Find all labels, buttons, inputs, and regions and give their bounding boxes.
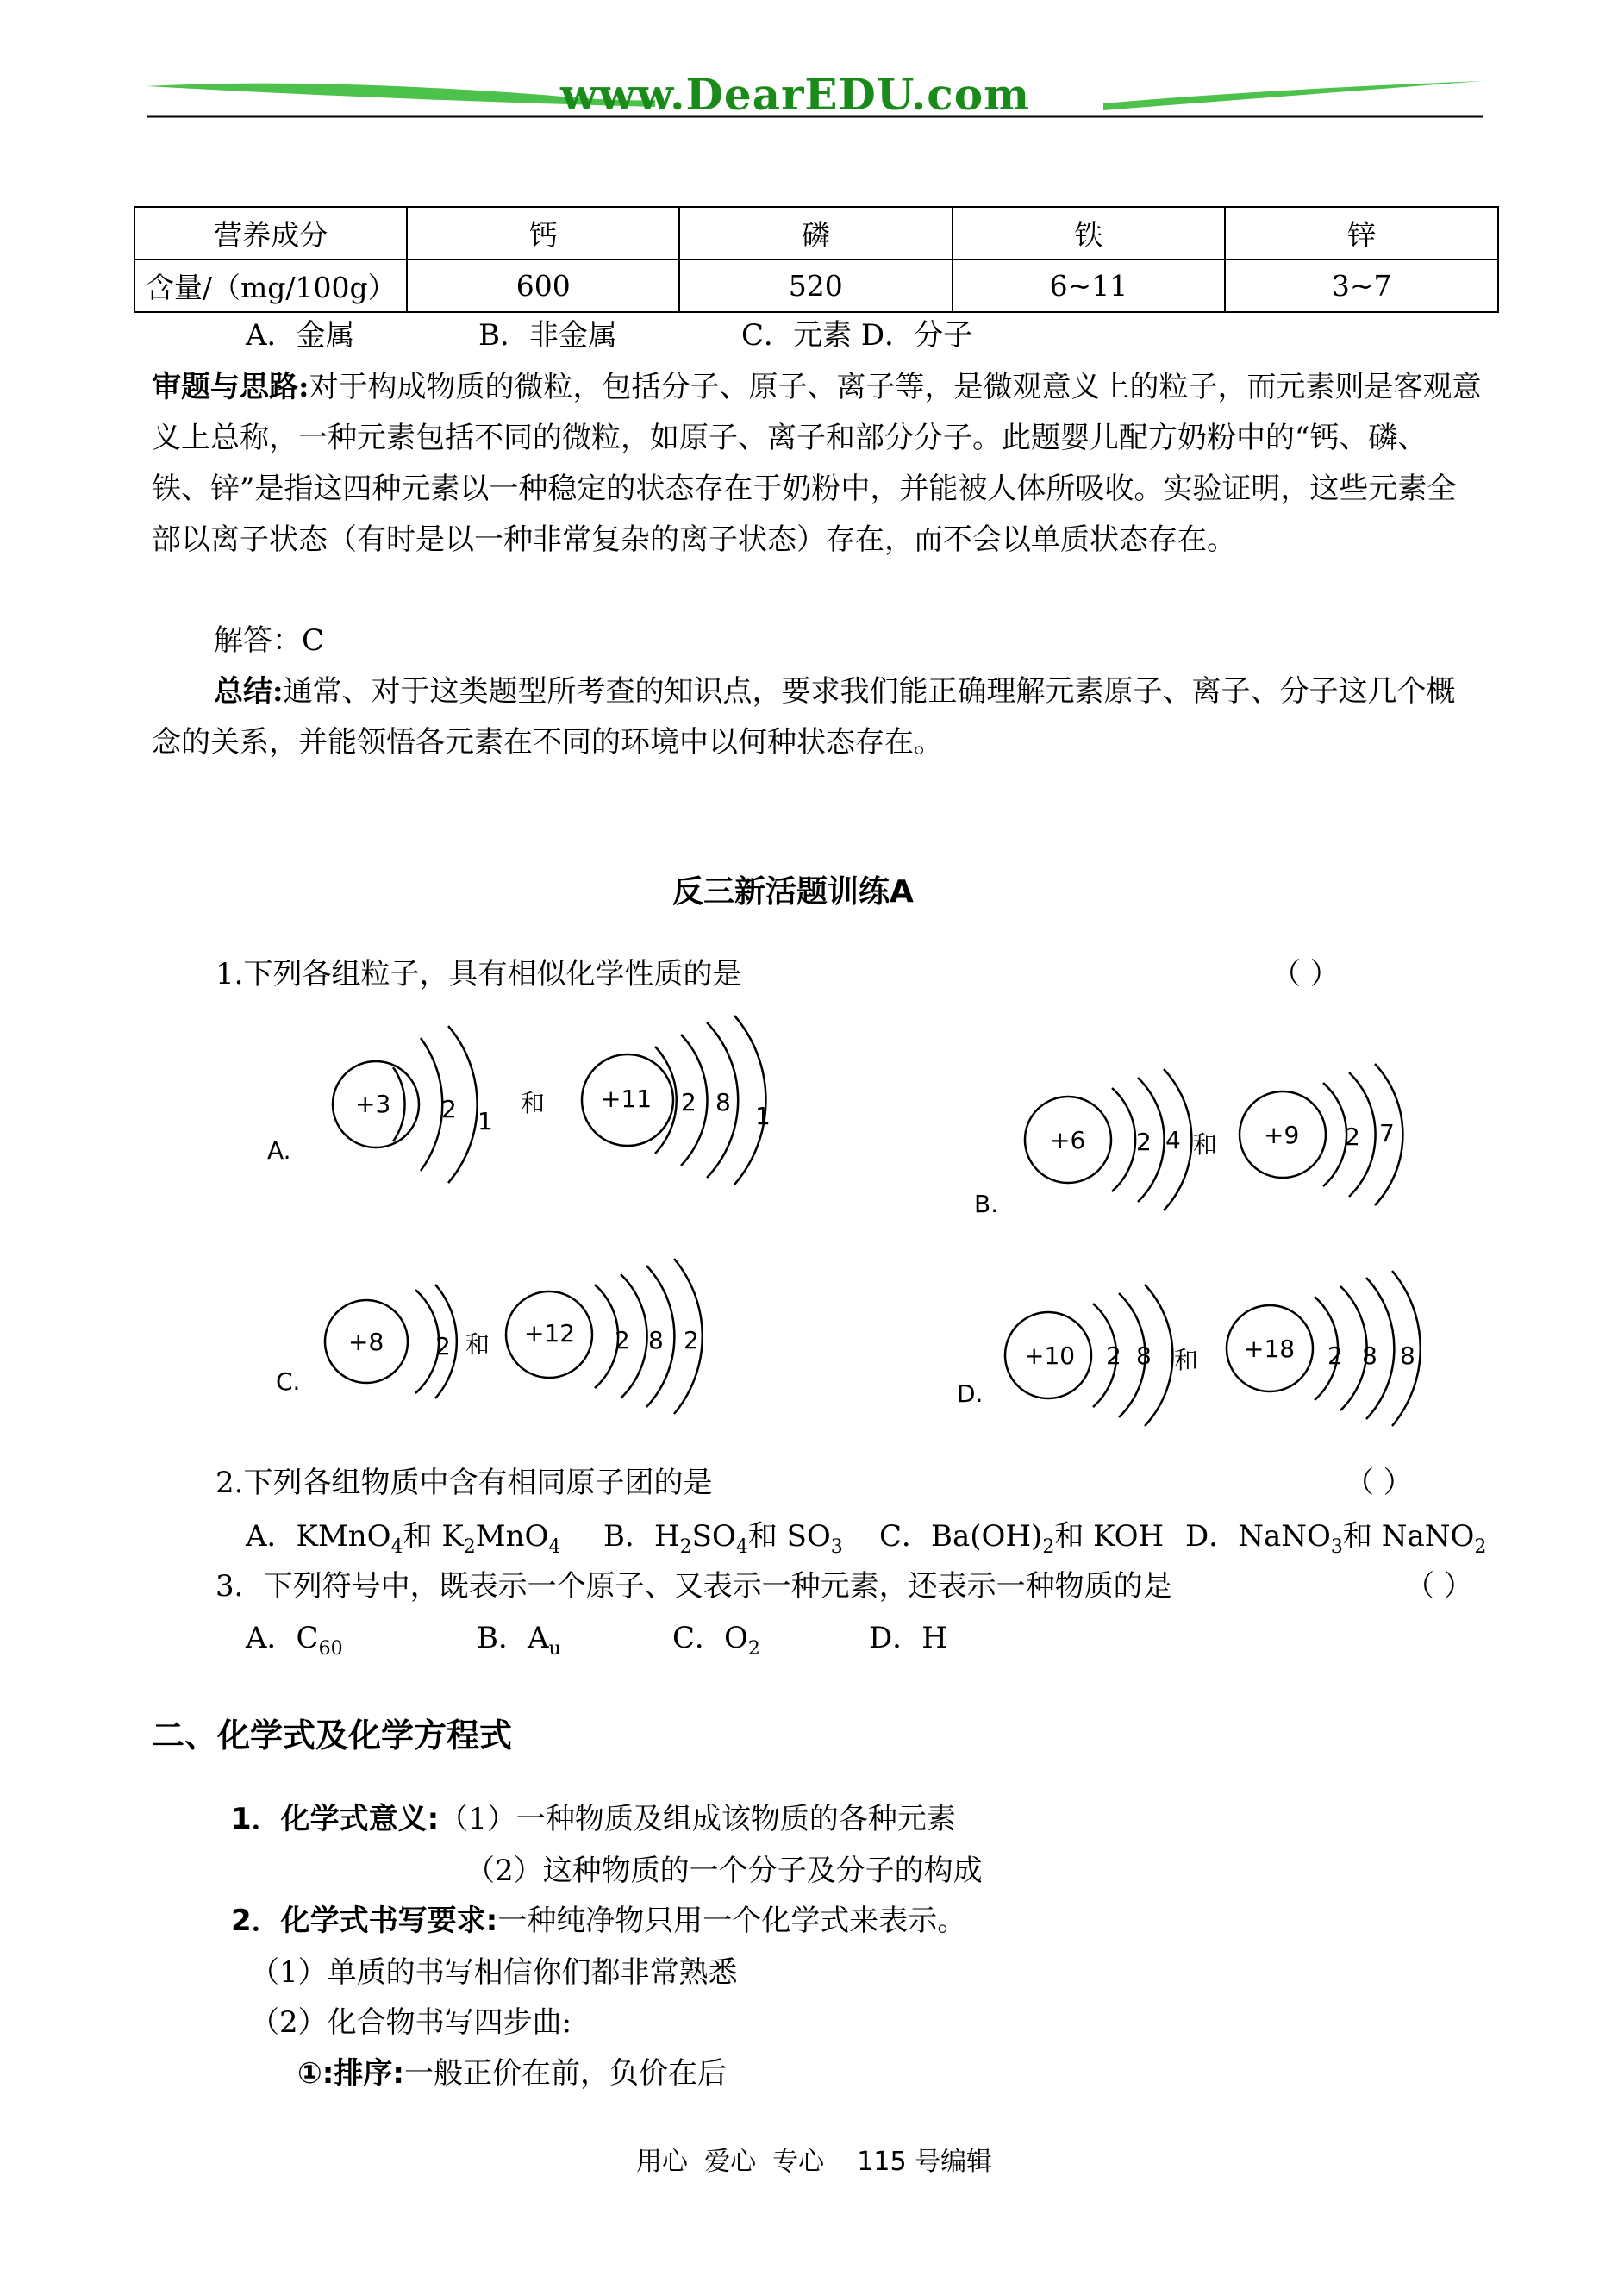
q3-option-d bbox=[869, 1621, 947, 1655]
option-b: B．非金属 bbox=[478, 318, 617, 353]
electron-shell bbox=[393, 1067, 405, 1141]
option-text: C．O bbox=[672, 1621, 748, 1655]
question-2: 2.下列各组物质中含有相同原子团的是 bbox=[215, 1466, 713, 1500]
table-cell: 锌 bbox=[1225, 207, 1498, 260]
option-text: 和 NaNO bbox=[1342, 1519, 1475, 1554]
subscript: 4 bbox=[548, 1535, 561, 1558]
q2-option-b bbox=[603, 1519, 843, 1565]
analysis-paragraph bbox=[152, 362, 1483, 566]
option-text: 和 KOH bbox=[1054, 1519, 1165, 1554]
question-3: 3．下列符号中，既表示一个原子、又表示一种元素，还表示一种物质的是 bbox=[215, 1569, 1172, 1604]
shell-electron-count: 7 bbox=[1379, 1119, 1395, 1148]
table-cell: 磷 bbox=[679, 207, 953, 260]
analysis-label: 审题与思路: bbox=[152, 370, 309, 404]
nutrition-table bbox=[134, 206, 1499, 313]
subscript: 2 bbox=[463, 1535, 476, 1558]
diagram-a-label: A. bbox=[267, 1136, 291, 1165]
diagram-c-label: C. bbox=[276, 1367, 301, 1396]
option-text: B．A bbox=[477, 1621, 549, 1655]
shell-electron-count: 8 bbox=[1362, 1341, 1377, 1370]
nucleus-charge: +6 bbox=[1050, 1126, 1086, 1154]
electron-shell bbox=[655, 1047, 677, 1154]
option-text: A．KMnO bbox=[246, 1519, 391, 1554]
subscript: 3 bbox=[830, 1535, 843, 1558]
section-2-title: 二、化学式及化学方程式 bbox=[152, 1717, 513, 1754]
diagram-b-label: B. bbox=[974, 1190, 999, 1218]
table-cell: 铁 bbox=[953, 207, 1226, 260]
option-text: A．C bbox=[246, 1621, 319, 1655]
right-leaf-swoosh bbox=[1103, 81, 1483, 110]
formula-writing bbox=[231, 1904, 966, 1938]
shell-electron-count: 2 bbox=[681, 1088, 696, 1116]
summary-text: 通常、对于这类题型所考查的知识点，要求我们能正确理解元素原子、离子、分子这几个概念的关系，并能领悟各元素在不同的环境中以何种状态存在。 bbox=[152, 674, 1456, 760]
table-cell: 钙 bbox=[407, 207, 679, 260]
diagram-d-label: D. bbox=[957, 1379, 984, 1408]
option-text: B．H bbox=[603, 1519, 680, 1554]
table-cell: 600 bbox=[407, 260, 679, 312]
subscript: 2 bbox=[1474, 1535, 1487, 1558]
shell-electron-count: 2 bbox=[615, 1326, 630, 1354]
q3-option-b bbox=[477, 1621, 561, 1667]
subscript: 4 bbox=[390, 1535, 403, 1558]
formula-writing-step bbox=[297, 2056, 727, 2091]
option-text: MnO bbox=[475, 1519, 549, 1554]
formula-writing-item: （2）化合物书写四步曲: bbox=[250, 2005, 572, 2040]
electron-shell bbox=[1112, 1088, 1135, 1191]
q2-option-d bbox=[1185, 1519, 1486, 1565]
subscript: 4 bbox=[735, 1535, 748, 1558]
q2-option-a bbox=[246, 1519, 560, 1565]
table-cell: 520 bbox=[679, 260, 953, 312]
electron-shell bbox=[421, 1038, 442, 1171]
nucleus-charge: +8 bbox=[348, 1328, 384, 1356]
shell-electron-count: 8 bbox=[648, 1326, 664, 1354]
nucleus-charge: +3 bbox=[355, 1090, 391, 1118]
answer-paren: （ ） bbox=[1271, 957, 1340, 991]
table-row bbox=[134, 207, 1498, 260]
nucleus-charge: +12 bbox=[524, 1319, 576, 1348]
step-text: 一般正价在前，负价在后 bbox=[403, 2056, 727, 2091]
table-row bbox=[134, 260, 1498, 312]
shell-electron-count: 2 bbox=[1136, 1128, 1152, 1156]
answer-paren: （ ） bbox=[1345, 1466, 1413, 1500]
shell-electron-count: 2 bbox=[1106, 1341, 1121, 1370]
option-c-d: C．元素 D．分子 bbox=[741, 318, 973, 353]
and-label: 和 bbox=[1174, 1346, 1199, 1374]
option-text: SO bbox=[691, 1519, 736, 1554]
option-text: 和 K bbox=[403, 1519, 464, 1554]
table-cell: 含量/（mg/100g） bbox=[134, 260, 407, 312]
shell-electron-count: 1 bbox=[755, 1102, 771, 1130]
answer-paren: （ ） bbox=[1405, 1569, 1473, 1604]
subscript: 2 bbox=[679, 1535, 692, 1558]
electron-shell bbox=[734, 1016, 765, 1185]
nucleus-charge: +18 bbox=[1244, 1335, 1296, 1363]
shell-electron-count: 8 bbox=[715, 1088, 731, 1116]
table-cell: 营养成分 bbox=[134, 207, 407, 260]
nucleus-charge: +10 bbox=[1024, 1341, 1076, 1370]
subscript: 60 bbox=[318, 1637, 343, 1660]
shell-electron-count: 2 bbox=[435, 1332, 451, 1360]
site-logo: www.DearEDU.com bbox=[560, 69, 1031, 120]
formula-meaning bbox=[231, 1802, 956, 1836]
shell-electron-count: 2 bbox=[1327, 1341, 1343, 1370]
analysis-text: 对于构成物质的微粒，包括分子、原子、离子等，是微观意义上的粒子，而元素则是客观意义上总称，一种元素包括不同的微粒，如原子、离子和部分分子。此题婴儿配方奶粉中的“钙、磷、铁、锌”是指这四种元素以一种稳定的状态存在于奶粉中，并能被人体所吸收。实验证明，这些元素全部以离子状态（有时是以一种非常复杂的离子状态）存在，而不会以单质状态存在。 bbox=[152, 370, 1482, 557]
and-label: 和 bbox=[521, 1089, 546, 1117]
nucleus-charge: +9 bbox=[1264, 1121, 1300, 1149]
shell-electron-count: 2 bbox=[1345, 1122, 1360, 1151]
summary-label: 总结: bbox=[214, 674, 284, 709]
table-cell: 3~7 bbox=[1225, 260, 1498, 312]
step-label: ①:排序: bbox=[297, 2056, 404, 2091]
page-footer: 用心 爱心 专心 115 号编辑 bbox=[636, 2147, 993, 2177]
answer: 解答：C bbox=[214, 623, 325, 658]
summary-paragraph bbox=[152, 666, 1483, 768]
shell-electron-count: 2 bbox=[441, 1095, 457, 1123]
electron-shell bbox=[1323, 1083, 1346, 1186]
option-text: 和 SO bbox=[747, 1519, 831, 1554]
diagram-a bbox=[333, 1016, 765, 1185]
option-text: D．H bbox=[869, 1621, 947, 1655]
nucleus-charge: +11 bbox=[601, 1085, 653, 1113]
option-a: A．金属 bbox=[246, 318, 355, 353]
q2-option-c bbox=[879, 1519, 1164, 1565]
subscript: 3 bbox=[1330, 1535, 1343, 1558]
section-title: 反三新活题训练A bbox=[672, 874, 914, 910]
question-1: 1.下列各组粒子，具有相似化学性质的是 bbox=[215, 957, 742, 991]
and-label: 和 bbox=[1193, 1130, 1218, 1159]
formula-meaning-item: （2）这种物质的一个分子及分子的构成 bbox=[465, 1854, 983, 1888]
formula-meaning-item: （1）一种物质及组成该物质的各种元素 bbox=[439, 1802, 956, 1836]
option-text: C．Ba(OH) bbox=[879, 1519, 1043, 1554]
table-cell: 6~11 bbox=[953, 260, 1226, 312]
formula-writing-label: 2．化学式书写要求: bbox=[231, 1904, 498, 1938]
shell-electron-count: 8 bbox=[1400, 1341, 1415, 1370]
subscript: 2 bbox=[747, 1637, 760, 1660]
formula-writing-item: （1）单质的书写相信你们都非常熟悉 bbox=[250, 1955, 738, 1990]
shell-electron-count: 2 bbox=[684, 1326, 699, 1354]
shell-electron-count: 4 bbox=[1165, 1126, 1181, 1154]
q3-option-c bbox=[672, 1621, 760, 1667]
and-label: 和 bbox=[465, 1330, 490, 1359]
formula-meaning-label: 1．化学式意义: bbox=[231, 1802, 440, 1836]
shell-electron-count: 1 bbox=[478, 1107, 493, 1135]
q3-option-a bbox=[246, 1621, 343, 1667]
formula-writing-text: 一种纯净物只用一个化学式来表示。 bbox=[497, 1904, 967, 1938]
shell-electron-count: 8 bbox=[1136, 1341, 1152, 1370]
subscript: 2 bbox=[1042, 1535, 1055, 1558]
subscript: u bbox=[548, 1637, 561, 1660]
option-text: D．NaNO bbox=[1185, 1519, 1331, 1554]
